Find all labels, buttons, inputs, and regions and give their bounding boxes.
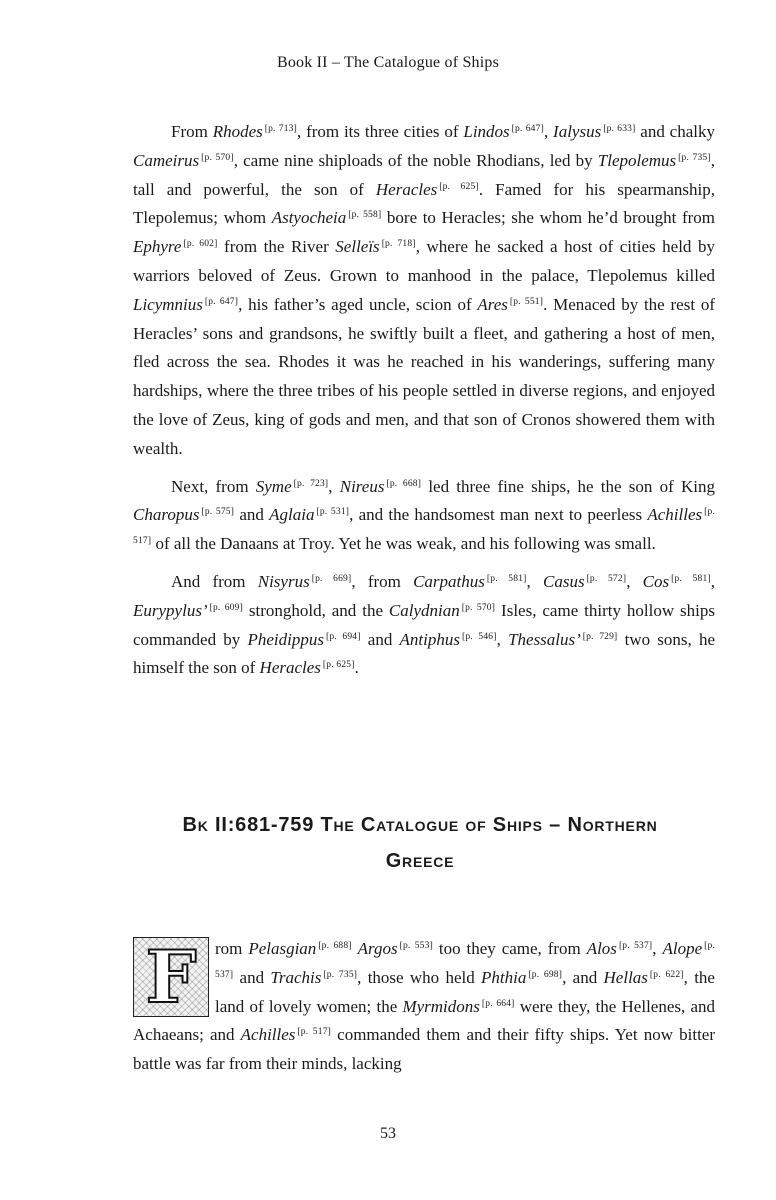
- person-name: Thessalus’: [508, 629, 581, 649]
- page-reference: [p. 581]: [671, 573, 711, 584]
- text-run: , from its three cities of: [297, 122, 464, 141]
- dropcap-letter: F: [145, 934, 197, 1019]
- ornamental-dropcap: [133, 934, 209, 1019]
- place-name: Carpathus: [413, 571, 485, 591]
- body-text: [133, 118, 715, 692]
- person-name: Heracles: [259, 658, 321, 678]
- text-run: ,: [626, 571, 643, 591]
- text-run: , his father’s aged uncle, scion of: [238, 294, 478, 314]
- text-run: ,: [526, 571, 543, 591]
- paragraph-pelasgian-argos: [133, 935, 715, 1079]
- place-name: Lindos: [463, 122, 510, 141]
- person-name: Aglaia: [269, 505, 315, 525]
- text-run: , those who held: [357, 967, 482, 987]
- page-reference: [p. 735]: [678, 152, 711, 163]
- text-run: ,: [543, 122, 554, 141]
- page-reference: [p. 581]: [486, 573, 527, 584]
- place-name: Cameirus: [133, 150, 200, 170]
- page-reference: [p. 735]: [323, 969, 358, 980]
- person-name: Licymnius: [133, 294, 203, 314]
- person-name: Antiphus: [399, 629, 460, 649]
- page-reference: [p. 694]: [325, 631, 361, 642]
- place-name: Ialysus: [553, 122, 602, 141]
- text-run: ,: [652, 939, 663, 958]
- place-name: Cos: [642, 571, 670, 591]
- place-name: Hellas: [603, 967, 648, 987]
- text-run: ,: [496, 629, 509, 649]
- text-run: , came nine shiploads of the noble Rhodians, led by: [233, 150, 598, 170]
- person-name: Eurypylus’: [133, 600, 208, 620]
- paragraph-nisyrus: [133, 568, 715, 683]
- page-reference: [p. 553]: [399, 941, 433, 951]
- text-run: and chalky: [635, 122, 715, 141]
- page-reference: [p. 729]: [582, 631, 618, 642]
- page-reference: [p. 570]: [461, 602, 496, 613]
- text-run: , where he sacked a host of cities held by warriors beloved of Zeus. Grown to manhood in the palace, Tlepolemus killed: [133, 237, 715, 285]
- page-reference: [p. 558]: [348, 210, 382, 221]
- page-reference: [p. 537]: [215, 941, 716, 980]
- person-name: Heracles: [375, 179, 438, 199]
- page-reference: [p. 546]: [461, 631, 497, 642]
- page-reference: [p. 668]: [386, 478, 422, 489]
- page-reference: [p. 551]: [509, 296, 544, 307]
- place-name: Ephyre: [133, 237, 182, 257]
- text-run: , and the handsomest man next to peerless: [349, 505, 648, 525]
- place-name: Alope: [662, 939, 703, 958]
- text-run: commanded them and their fifty ships. Yet now bitter battle was far from their minds, lacking: [133, 1025, 715, 1074]
- page-reference: [p. 537]: [618, 941, 653, 951]
- section-heading: [120, 807, 720, 879]
- people-name: Myrmidons: [402, 996, 480, 1016]
- page-reference: [p. 531]: [316, 507, 350, 518]
- page-reference: [p. 647]: [511, 124, 544, 134]
- text-run: and: [234, 505, 270, 525]
- place-name: Calydnian: [388, 600, 460, 620]
- text-run: too they came, from: [432, 939, 587, 958]
- text-run: , from: [351, 571, 414, 591]
- section-heading-line-2: Greece: [385, 850, 455, 872]
- page-reference: [p. 602]: [183, 239, 218, 250]
- page-reference: [p. 517]: [297, 1027, 332, 1038]
- text-run: ,: [710, 571, 716, 591]
- text-run: ,: [328, 476, 340, 496]
- text-run: Next, from: [171, 476, 256, 496]
- place-name: Trachis: [270, 967, 322, 987]
- page-reference: [p. 625]: [322, 660, 355, 671]
- person-name: Tlepolemus: [597, 150, 677, 170]
- place-name: Phthia: [481, 967, 527, 987]
- person-name: Pheidippus: [247, 629, 324, 649]
- text-run: stronghold, and the: [242, 600, 389, 620]
- text-run: .: [354, 658, 359, 678]
- text-run: of all the Danaans at Troy. Yet he was weak, and his following was small.: [151, 534, 656, 554]
- text-run: , and: [562, 967, 604, 987]
- text-run: two sons, he himself the son of: [133, 629, 716, 678]
- text-run: And from: [171, 571, 258, 591]
- person-name: Achilles: [240, 1025, 296, 1045]
- page-reference: [p. 669]: [311, 573, 352, 584]
- page-reference: [p. 517]: [133, 507, 716, 547]
- page-reference: [p. 575]: [201, 507, 235, 518]
- page-reference: [p. 713]: [264, 124, 297, 134]
- text-run: led three fine ships, he the son of King: [421, 476, 715, 496]
- person-name: Charopus: [133, 505, 200, 525]
- page-number: 53: [380, 1125, 396, 1142]
- page-reference: [p. 572]: [586, 573, 627, 584]
- page-reference: [p. 633]: [603, 124, 636, 134]
- running-head: Book II – The Catalogue of Ships: [276, 54, 500, 71]
- page-reference: [p. 718]: [381, 239, 416, 250]
- text-run: From: [171, 122, 213, 141]
- text-run: . Menaced by the rest of Heracles’ sons and grandsons, he swiftly built a fleet, and gathering a host of men, fled across the sea. Rhodes it was he reached in his wanderings, suffering many hardships, where the three tribes of his people settled in diverse regions, and enjoyed the love of Zeus, king of gods and men, and that son of Cronos showered them with wealth.: [133, 294, 715, 458]
- page-reference: [p. 723]: [293, 478, 329, 489]
- page-reference: [p. 570]: [201, 152, 234, 163]
- place-name: Pelasgian: [248, 939, 317, 958]
- section-body: [133, 935, 715, 1079]
- place-name: Casus: [542, 571, 585, 591]
- section-heading-line-1: Bk II:681-759 The Catalogue of Ships – Northern: [182, 814, 658, 836]
- page-reference: [p. 698]: [528, 969, 563, 980]
- text-run: and: [233, 967, 271, 987]
- page-reference: [p. 664]: [481, 998, 515, 1009]
- text-run: , the land of lovely women; the: [215, 967, 715, 1016]
- place-name: Rhodes: [212, 122, 263, 141]
- text-run: were they, the Hellenes, and Achaeans; and: [133, 996, 715, 1045]
- place-name: Nisyrus: [257, 571, 310, 591]
- page-reference: [p. 609]: [209, 602, 243, 613]
- paragraph-syme: [133, 473, 715, 559]
- place-name: Selleïs: [335, 237, 380, 257]
- person-name: Astyocheia: [271, 208, 347, 228]
- page-reference: [p. 622]: [649, 969, 684, 980]
- text-run: . Famed for his spearmanship, Tlepolemus; whom: [133, 179, 715, 228]
- text-run: rom: [215, 939, 249, 958]
- place-name: Syme: [255, 476, 292, 496]
- person-name: Ares: [477, 294, 508, 314]
- page-reference: [p. 625]: [439, 181, 479, 192]
- text-run: and: [360, 629, 400, 649]
- person-name: Achilles: [647, 505, 703, 525]
- text-run: , tall and powerful, the son of: [133, 150, 716, 199]
- page-reference: [p. 647]: [204, 296, 239, 307]
- paragraph-rhodes: [133, 118, 715, 464]
- text-run: bore to Heracles; she whom he’d brought from: [381, 208, 715, 228]
- page-reference: [p. 688]: [318, 941, 352, 951]
- text-run: from the River: [217, 237, 336, 257]
- place-name: Argos: [357, 939, 398, 958]
- person-name: Nireus: [339, 476, 385, 496]
- text-run: Isles, came thirty hollow ships commanded by: [133, 600, 715, 649]
- place-name: Alos: [586, 939, 617, 958]
